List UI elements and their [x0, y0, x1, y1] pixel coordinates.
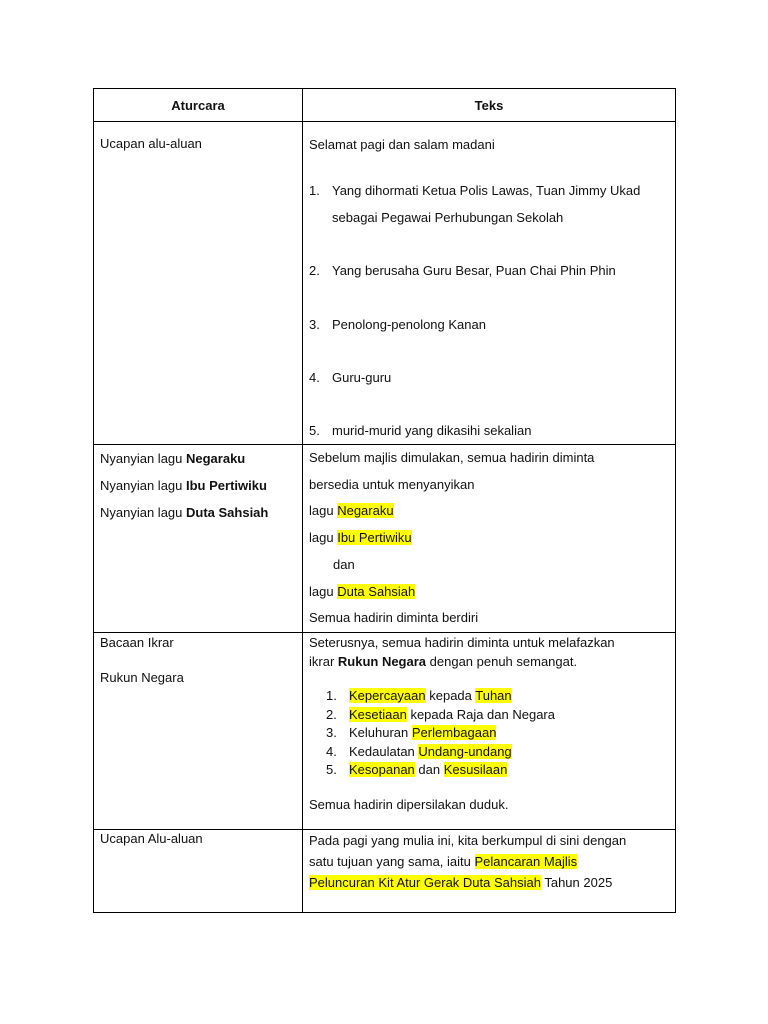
teks-closing: Semua hadirin diminta berdiri — [309, 610, 479, 626]
aturcara-text: Ucapan Alu-aluan — [100, 831, 203, 846]
agenda-table — [93, 88, 676, 913]
teks-line: bersedia untuk menyanyikan — [309, 476, 475, 492]
teks-closing: Semua hadirin dipersilakan duduk. — [309, 796, 509, 812]
teks-line: Seterusnya, semua hadirin diminta untuk melafazkan — [309, 635, 615, 650]
teks-line: satu tujuan yang sama, iaitu Pelancaran Majlis — [309, 854, 578, 869]
teks-cell — [303, 445, 676, 633]
teks-cell — [303, 122, 676, 445]
list-item: 4. Kedaulatan Undang-undang — [326, 743, 512, 759]
list-item-continuation: sebagai Pegawai Perhubungan Sekolah — [332, 210, 564, 225]
list-item: 2. Yang berusaha Guru Besar, Puan Chai Phin Phin — [309, 263, 616, 278]
song-line: lagu Negaraku — [309, 503, 394, 519]
list-item: 5. Kesopanan dan Kesusilaan — [326, 762, 508, 777]
aturcara-text: Ucapan alu-aluan — [100, 136, 202, 151]
teks-line: Peluncuran Kit Atur Gerak Duta Sahsiah Tahun 2025 — [309, 875, 613, 890]
aturcara-text: Nyanyian lagu Negaraku — [100, 451, 246, 466]
table-row — [94, 633, 676, 830]
list-item: 2. Kesetiaan kepada Raja dan Negara — [326, 706, 555, 722]
table-row — [94, 445, 676, 633]
list-item: 4. Guru-guru — [309, 370, 392, 385]
list-item: 3. Keluhuran Perlembagaan — [326, 725, 497, 740]
song-line: lagu Duta Sahsiah — [309, 583, 416, 599]
teks-cell — [303, 830, 676, 913]
aturcara-text: Nyanyian lagu Ibu Pertiwiku — [100, 478, 267, 493]
teks-line: Sebelum majlis dimulakan, semua hadirin diminta — [309, 450, 595, 465]
teks-line: ikrar Rukun Negara dengan penuh semangat. — [309, 653, 578, 669]
teks-line: Pada pagi yang mulia ini, kita berkumpul di sini dengan — [309, 833, 627, 848]
list-item: 1. Yang dihormati Ketua Polis Lawas, Tuan Jimmy Ukad — [309, 183, 641, 198]
table-row — [94, 830, 676, 913]
header-teks: Teks — [303, 89, 676, 122]
list-item: 1. Kepercayaan kepada Tuhan — [326, 688, 512, 703]
list-item: 3. Penolong-penolong Kanan — [309, 317, 486, 332]
song-line: lagu Ibu Pertiwiku — [309, 530, 412, 546]
aturcara-cell — [94, 445, 303, 633]
aturcara-cell — [94, 830, 303, 913]
header-aturcara: Aturcara — [94, 89, 303, 122]
aturcara-text: Nyanyian lagu Duta Sahsiah — [100, 505, 269, 520]
teks-intro: Selamat pagi dan salam madani — [309, 137, 495, 152]
table-row — [94, 122, 676, 445]
table-header-row — [94, 89, 676, 122]
aturcara-text: Rukun Negara — [100, 670, 184, 685]
list-item: 5. murid-murid yang dikasihi sekalian — [309, 423, 532, 438]
aturcara-cell — [94, 122, 303, 445]
aturcara-text: Bacaan Ikrar — [100, 635, 174, 650]
connector-text: dan — [333, 556, 355, 572]
rukun-negara-list — [309, 687, 669, 780]
teks-cell — [303, 633, 676, 830]
aturcara-cell — [94, 633, 303, 830]
